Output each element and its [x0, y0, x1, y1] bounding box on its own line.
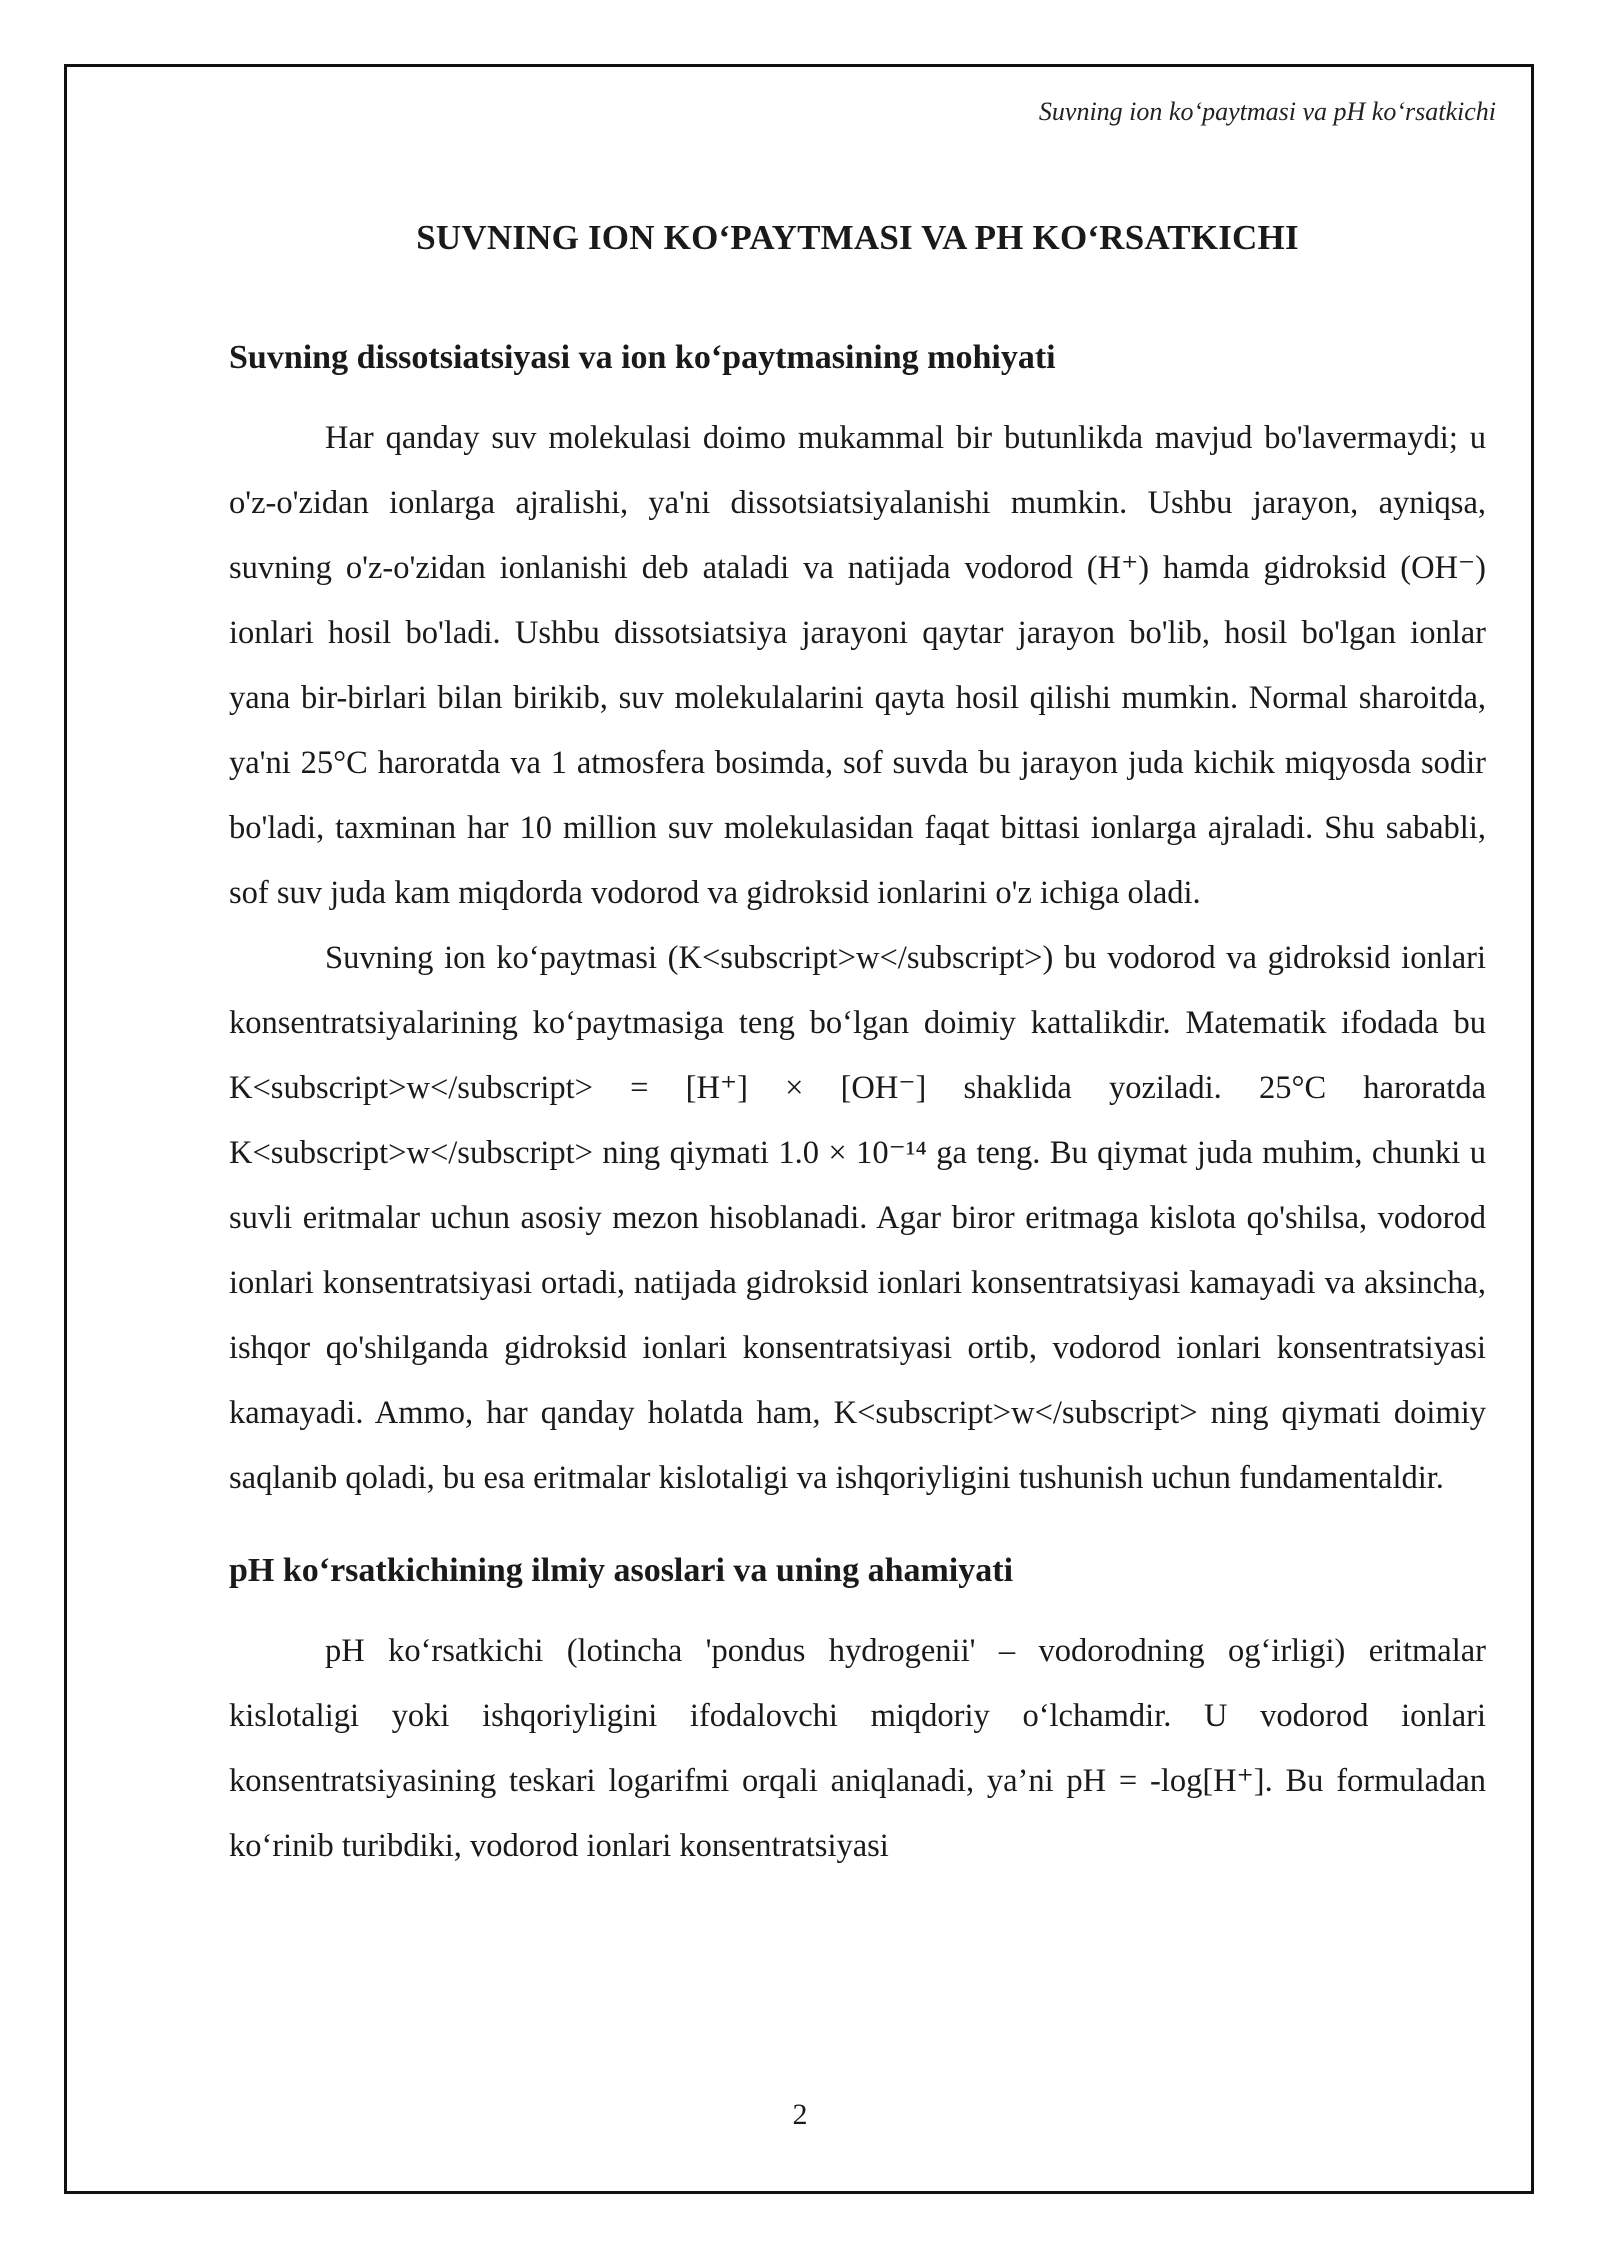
document-title: SUVNING ION KO‘PAYTMASI VA PH KO‘RSATKICHI: [416, 218, 1299, 257]
paragraph-ph-definition: pH ko‘rsatkichi (lotincha 'pondus hydrogenii' – vodorodning og‘irligi) eritmalar kislotaligi yoki ishqoriyligini ifodalovchi miqdoriy o‘lchamdir. U vodorod ionlari konsentratsiyasining teskari logarifmi orqali aniqlanadi, ya’ni pH = -log[H⁺]. Bu formuladan ko‘rinib turibdiki, vodorod ionlari konsentratsiyasi: [229, 1633, 1486, 1864]
page-content: [229, 208, 1486, 1879]
section-heading-dissociation: Suvning dissotsiatsiyasi va ion ko‘paytmasining mohiyati: [229, 339, 1056, 376]
page-number: 2: [792, 2098, 808, 2131]
section-heading-ph: pH ko‘rsatkichining ilmiy asoslari va uning ahamiyati: [229, 1552, 1014, 1589]
paragraph-dissociation: Har qanday suv molekulasi doimo mukammal bir butunlikda mavjud bo'lavermaydi; u o'z-o'zidan ionlarga ajralishi, ya'ni dissotsiatsiyalanishi mumkin. Ushbu jarayon, ayniqsa, suvning o'z-o'zidan ionlanishi deb ataladi va natijada vodorod (H⁺) hamda gidroksid (OH⁻) ionlari hosil bo'ladi. Ushbu dissotsiatsiya jarayoni qaytar jarayon bo'lib, hosil bo'lgan ionlar yana bir-birlari bilan birikib, suv molekulalarini qayta hosil qilishi mumkin. Normal sharoitda, ya'ni 25°C haroratda va 1 atmosfera bosimda, sof suvda bu jarayon juda kichik miqyosda sodir bo'ladi, taxminan har 10 million suv molekulasidan faqat bittasi ionlarga ajraladi. Shu sababli, sof suv juda kam miqdorda vodorod va gidroksid ionlarini o'z ichiga oladi.: [229, 420, 1486, 911]
paragraph-ion-product: Suvning ion ko‘paytmasi (K<subscript>w</subscript>) bu vodorod va gidroksid ionlari konsentratsiyalarining ko‘paytmasiga teng bo‘lgan doimiy kattalikdir. Matematik ifodada bu K<subscript>w</subscript> = [H⁺] × [OH⁻] shaklida yoziladi. 25°C haroratda K<subscript>w</subscript> ning qiymati 1.0 × 10⁻¹⁴ ga teng. Bu qiymat juda muhim, chunki u suvli eritmalar uchun asosiy mezon hisoblanadi. Agar biror eritmaga kislota qo'shilsa, vodorod ionlari konsentratsiyasi ortadi, natijada gidroksid ionlari konsentratsiyasi kamayadi va aksincha, ishqor qo'shilganda gidroksid ionlari konsentratsiyasi ortib, vodorod ionlari konsentratsiyasi kamayadi. Ammo, har qanday holatda ham, K<subscript>w</subscript> ning qiymati doimiy saqlanib qoladi, bu esa eritmalar kislotaligi va ishqoriyligini tushunish uchun fundamentaldir.: [229, 940, 1486, 1496]
running-header: Suvning ion ko‘paytmasi va pH ko‘rsatkichi: [1038, 97, 1496, 126]
